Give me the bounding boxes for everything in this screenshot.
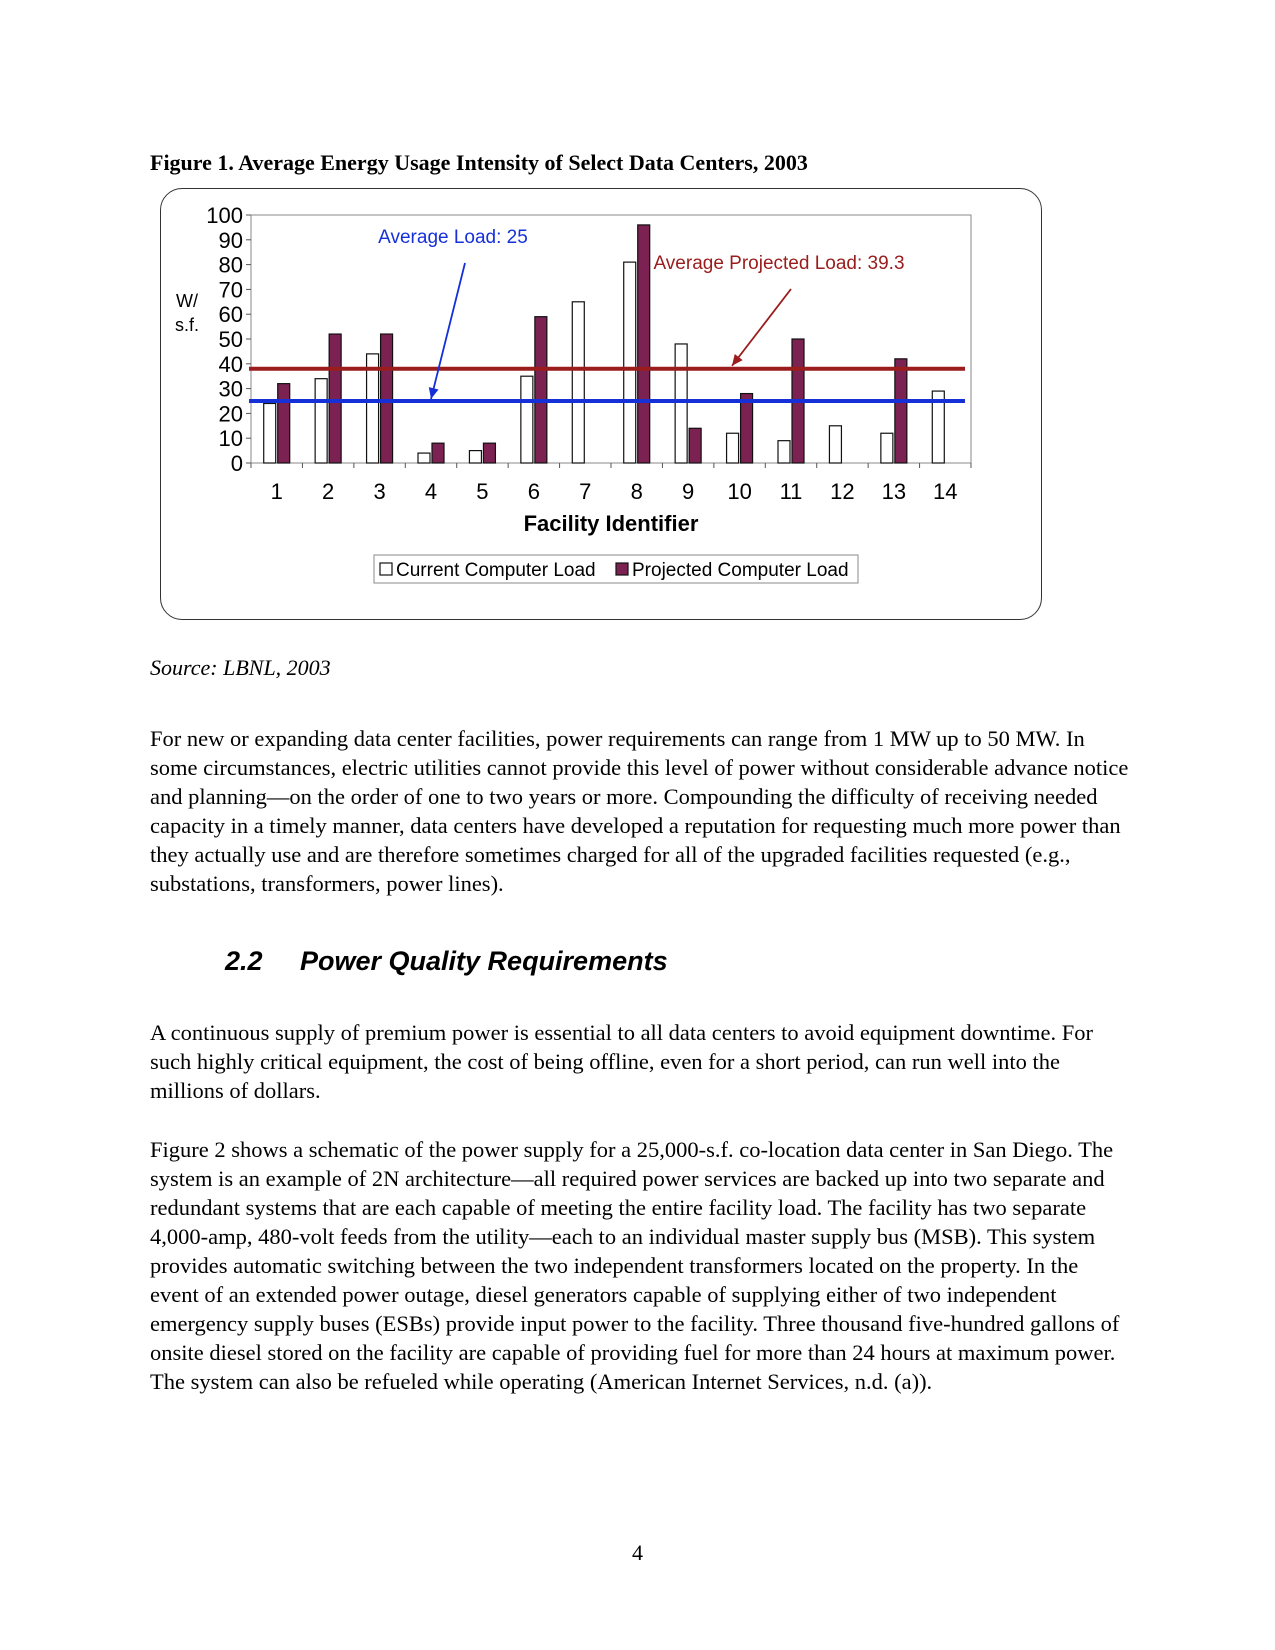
x-tick-label: 6 — [527, 479, 540, 504]
bar-current-load — [521, 376, 533, 463]
x-tick-label: 11 — [779, 479, 803, 504]
x-tick-label: 7 — [579, 479, 592, 504]
legend-swatch-current — [380, 563, 392, 575]
paragraph-premium-power: A continuous supply of premium power is essential to all data centers to avoid equipment downtime. For such highly critical equipment, the cost of being offline, even for a short period, can run well into the millions of dollars. — [150, 1020, 1093, 1103]
legend-label-current: Current Computer Load — [396, 560, 596, 581]
section-heading — [225, 946, 668, 977]
x-tick-label: 5 — [476, 479, 489, 504]
bar-current-load — [624, 262, 636, 463]
x-tick-label: 1 — [270, 479, 283, 504]
paragraph-power-requirements: For new or expanding data center facilities, power requirements can range from 1 MW up to 50 MW. In some circumstances, electric utilities cannot provide this level of power without considerable advance notice and planning—on the order of one to two years or more. Compounding the difficulty of receiving needed capacity in a timely manner, data centers have developed a reputation for requesting much more power than they actually use and are therefore sometimes charged for all of the upgraded facilities requested (e.g., substations, transformers, power lines). — [150, 726, 1129, 896]
bar-current-load — [264, 403, 276, 463]
y-tick-label: 50 — [218, 327, 243, 352]
average-projected-load-arrow-head — [732, 354, 743, 366]
x-tick-label: 13 — [881, 479, 907, 504]
x-tick-label: 2 — [322, 479, 335, 504]
bar-current-load — [572, 302, 584, 463]
y-tick-label: 80 — [218, 252, 243, 278]
y-tick-label: 40 — [218, 351, 243, 377]
y-tick-label: 70 — [218, 277, 243, 303]
bar-projected-load — [381, 334, 393, 463]
bar-current-load — [778, 441, 790, 463]
x-axis-title: Facility Identifier — [523, 511, 699, 536]
section-number: 2.2 — [225, 946, 263, 976]
y-tick-label: 20 — [218, 401, 243, 427]
y-tick-label: 90 — [218, 227, 243, 253]
x-tick-label: 14 — [933, 479, 958, 504]
bar-current-load — [315, 379, 327, 463]
bar-projected-load — [432, 443, 444, 463]
bar-current-load — [469, 451, 481, 463]
x-tick-label: 4 — [424, 479, 438, 504]
average-load-arrow — [431, 263, 465, 399]
paragraph-figure-2: Figure 2 shows a schematic of the power supply for a 25,000-s.f. co-location data center in San Diego. The system is an example of 2N architecture—all required power services are backed up into two separate and redundant systems that are each capable of meeting the entire facility load. The facility has two separate 4,000-amp, 480-volt feeds from the utility—each to an individual master supply bus (MSB). This system provides automatic switching between the two independent transformers located on the property. In the event of an extended power outage, diesel generators capable of supplying either of two independent emergency supply buses (ESBs) provide input power to the facility. Three thousand five-hundred gallons of onsite diesel stored on the facility are capable of providing fuel for more than 24 hours at maximum power. The system can also be refueled while operating (American Internet Services, n.d. (a)). — [150, 1137, 1120, 1394]
y-tick-label: 100 — [206, 203, 243, 228]
bar-projected-load — [638, 225, 650, 463]
bar-projected-load — [895, 359, 907, 463]
bar-projected-load — [483, 443, 495, 463]
y-axis-label: W/ — [176, 291, 198, 311]
y-axis-label: s.f. — [174, 315, 200, 335]
chart-frame — [160, 188, 1042, 620]
bar-projected-load — [535, 317, 547, 463]
bar-current-load — [829, 426, 841, 463]
y-tick-label: 30 — [218, 376, 243, 402]
bar-current-load — [727, 433, 739, 463]
x-tick-label: 8 — [630, 479, 643, 504]
figure-title: Figure 1. Average Energy Usage Intensity of Select Data Centers, 2003 — [150, 150, 808, 175]
average-load-label: Average Load: 25 — [378, 227, 528, 248]
average-projected-load-arrow — [732, 289, 791, 366]
bar-chart — [161, 189, 1041, 619]
bar-current-load — [418, 453, 430, 463]
figure-source: Source: LBNL, 2003 — [150, 655, 331, 680]
legend-swatch-projected — [616, 563, 628, 575]
average-load-arrow-head — [429, 387, 439, 399]
bar-projected-load — [329, 334, 341, 463]
y-tick-label: 60 — [218, 302, 243, 328]
page-number: 4 — [632, 1540, 643, 1565]
bar-projected-load — [741, 394, 753, 463]
x-tick-label: 9 — [682, 479, 695, 504]
section-title: Power Quality Requirements — [300, 946, 668, 976]
bar-projected-load — [689, 428, 701, 463]
y-tick-label: 0 — [230, 451, 243, 476]
legend-label-projected: Projected Computer Load — [632, 560, 849, 581]
average-projected-load-label: Average Projected Load: 39.3 — [653, 253, 905, 274]
bar-current-load — [675, 344, 687, 463]
x-tick-label: 10 — [727, 479, 752, 504]
x-tick-label: 3 — [373, 479, 386, 504]
x-tick-label: 12 — [830, 479, 855, 504]
bar-current-load — [881, 433, 893, 463]
bar-projected-load — [278, 384, 290, 463]
y-tick-label: 10 — [218, 426, 243, 452]
